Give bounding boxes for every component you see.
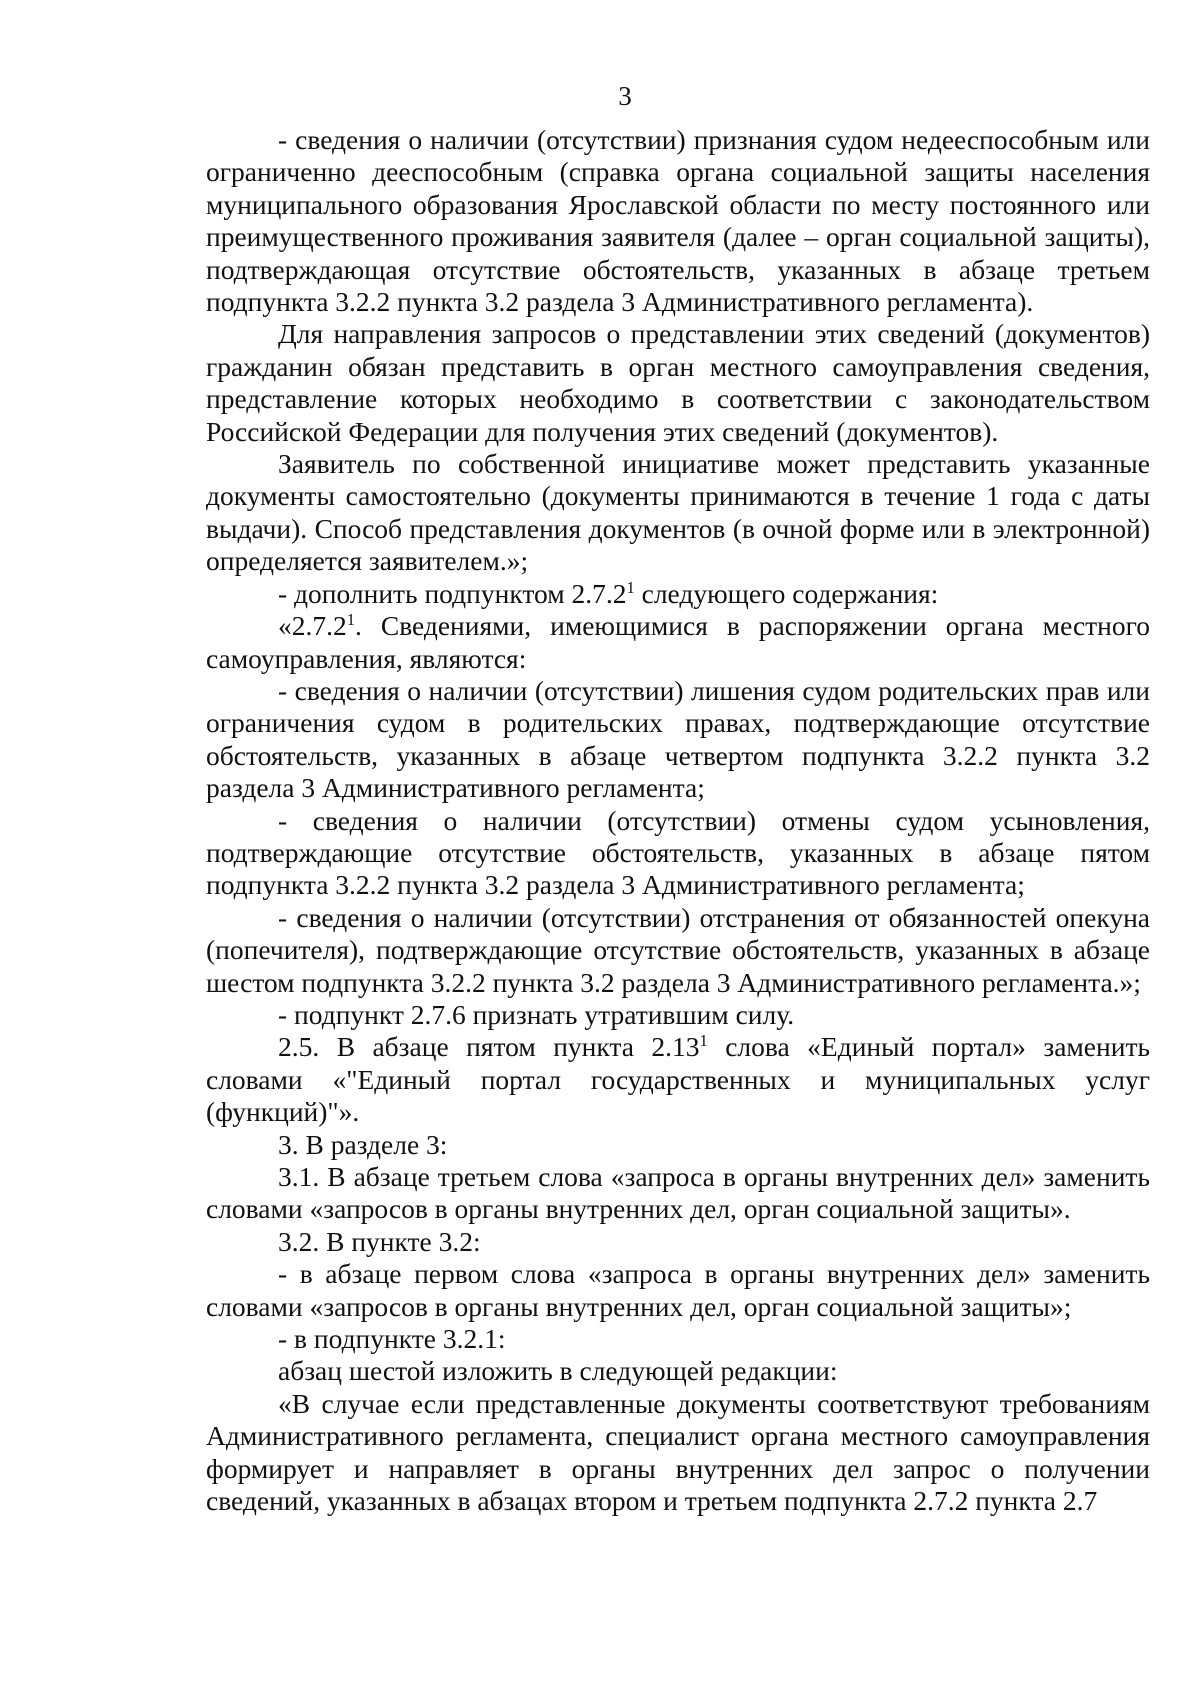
paragraph-text: слова «Единый портал» заменить словами «"Единый портал государственных и муниципальных услуг (функций)"». xyxy=(206,1031,1151,1128)
document-body xyxy=(206,124,1150,1517)
paragraph-sixth-abzac: абзац шестой изложить в следующей редакции: xyxy=(278,1355,838,1387)
paragraph-text: - дополнить подпунктом 2.7.2 xyxy=(278,577,627,609)
paragraph-request-obligation: Для направления запросов о представлении этих сведений (документов) гражданин обязан представить в орган местного самоуправления сведения, представление которых необходимо в соответствии с законодательством Российской Федерации для получения этих сведений (документов). xyxy=(206,318,1150,447)
superscript-index: 1 xyxy=(626,577,635,597)
paragraph-add-subitem xyxy=(206,578,1150,610)
paragraph-item-3-1: 3.1. В абзаце третьем слова «запроса в органы внутренних дел» заменить словами «запросов в органы внутренних дел, орган социальной защиты». xyxy=(206,1161,1150,1225)
paragraph-adoption-cancel: - сведения о наличии (отсутствии) отмены судом усыновления, подтверждающие отсутствие обстоятельств, указанных в абзаце пятом подпункта 3.2.2 пункта 3.2 раздела 3 Административного регламента; xyxy=(206,804,1150,901)
paragraph-new-wording: «В случае если представленные документы соответствуют требованиям Административного регламента, специалист органа местного самоуправления формирует и направляет в органы внутренних дел запрос о получении сведений, указанных в абзацах втором и третьем подпункта 2.7.2 пункта 2.7 xyxy=(206,1387,1150,1517)
paragraph-incapacity-info: - сведения о наличии (отсутствии) признания судом недееспособным или ограниченно дееспособным (справка органа социальной защиты населения муниципального образования Ярославской области по месту постоянного или преимущественного проживания заявителя (далее – орган социальной защиты), подтверждающая отсутствие обстоятельств, указанных в абзаце третьем подпункта 3.2.2 пункта 3.2 раздела 3 Административного регламента). xyxy=(206,124,1150,318)
superscript-index: 1 xyxy=(699,1031,708,1051)
paragraph-text: . Сведениями, имеющимися в распоряжении органа местного самоуправления, являются: xyxy=(206,610,1150,674)
page-number: 3 xyxy=(618,81,632,111)
paragraph-item-3-2: 3.2. В пункте 3.2: xyxy=(278,1225,481,1257)
paragraph-parental-rights: - сведения о наличии (отсутствии) лишения судом родительских прав или ограничения судом в родительских правах, подтверждающие отсутствие обстоятельств, указанных в абзаце четвертом подпункта 3.2.2 пункта 3.2 раздела 3 Административного регламента; xyxy=(206,674,1150,804)
paragraph-guardian-removal: - сведения о наличии (отсутствии) отстранения от обязанностей опекуна (попечителя), подтверждающие отсутствие обстоятельств, указанных в абзаце шестом подпункта 3.2.2 пункта 3.2 раздела 3 Административного регламента.»; xyxy=(206,901,1150,998)
paragraph-first-abzac: - в абзаце первом слова «запроса в органы внутренних дел» заменить словами «запросов в органы внутренних дел, орган социальной защиты»; xyxy=(206,1258,1150,1322)
paragraph-subitem-3-2-1: - в подпункте 3.2.1: xyxy=(278,1323,506,1355)
superscript-index: 1 xyxy=(346,609,355,629)
paragraph-item-2-5 xyxy=(206,1031,1150,1128)
paragraph-text: следующего содержания: xyxy=(634,577,939,609)
paragraph-text: «2.7.2 xyxy=(278,610,347,642)
paragraph-section-3: 3. В разделе 3: xyxy=(278,1128,448,1160)
paragraph-subitem-2-7-2-1 xyxy=(206,610,1150,675)
paragraph-text: 2.5. В абзаце пятом пункта 2.13 xyxy=(278,1031,700,1063)
paragraph-applicant-initiative: Заявитель по собственной инициативе может представить указанные документы самостоятельно (документы принимаются в течение 1 года с даты выдачи). Способ представления документов (в очной форме или в электронной) определяется заявителем.»; xyxy=(206,448,1150,577)
paragraph-subitem-2-7-6: - подпункт 2.7.6 признать утратившим силу. xyxy=(278,998,795,1030)
